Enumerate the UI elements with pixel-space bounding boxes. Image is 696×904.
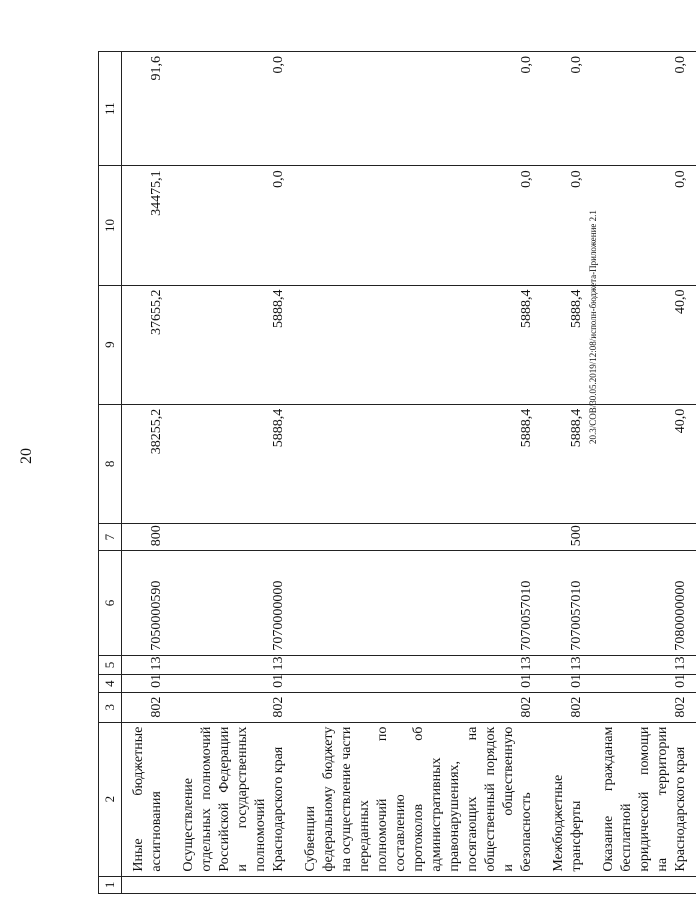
cell-c8: 40,0: [592, 404, 696, 523]
header-cell: 11: [99, 52, 122, 166]
cell-c8: 5888,4: [542, 404, 592, 523]
cell-c10: 34475,1: [122, 166, 173, 285]
table-row: [592, 52, 696, 894]
cell-c5: 13: [294, 655, 542, 675]
header-cell: 8: [99, 404, 122, 523]
header-cell: 5: [99, 655, 122, 675]
cell-c9: 40,0: [592, 285, 696, 404]
cell-c4: 01: [592, 675, 696, 692]
cell-c6: 7070057010: [542, 551, 592, 655]
cell-c9: 5888,4: [542, 285, 592, 404]
cell-c3: 802: [122, 692, 173, 722]
row-name: Иные бюджетные ассигнования: [122, 722, 173, 876]
header-row: [99, 52, 122, 894]
cell-c5: 13: [542, 655, 592, 675]
cell-c10: 0,0: [172, 166, 294, 285]
cell-c6: 7080000000: [592, 551, 696, 655]
cell-c10: 0,0: [542, 166, 592, 285]
table-row: [542, 52, 592, 894]
cell-c9: 5888,4: [172, 285, 294, 404]
header-cell: 10: [99, 166, 122, 285]
cell-c4: 01: [542, 675, 592, 692]
cell-c11: 0,0: [172, 52, 294, 166]
cell-c3: 802: [592, 692, 696, 722]
cell-c3: 802: [542, 692, 592, 722]
header-cell: 1: [99, 876, 122, 893]
cell-c6: 7070000000: [172, 551, 294, 655]
cell-c7: [172, 523, 294, 550]
cell-c5: 13: [172, 655, 294, 675]
table-row: [294, 52, 542, 894]
cell-c6: 7050000590: [122, 551, 173, 655]
file-path-note: 20.3/СОВ/30.05.2019/12:08/исполн-бюджета-Приложение 2.1: [588, 210, 598, 444]
cell-c11: 0,0: [542, 52, 592, 166]
cell-c5: 13: [122, 655, 173, 675]
cell-c8: 38255,2: [122, 404, 173, 523]
table-row: [172, 52, 294, 894]
cell-c3: 802: [172, 692, 294, 722]
cell-c11: 0,0: [592, 52, 696, 166]
cell-c9: 5888,4: [294, 285, 542, 404]
header-cell: 3: [99, 692, 122, 722]
row-name: Оказание гражданам бесплатной юридической помощи на территории Краснодарского края: [592, 722, 696, 876]
cell-c10: 0,0: [592, 166, 696, 285]
cell-c6: 7070057010: [294, 551, 542, 655]
page-number: 20: [18, 448, 35, 464]
header-cell: 2: [99, 722, 122, 876]
cell-c7: 500: [542, 523, 592, 550]
cell-c8: 5888,4: [172, 404, 294, 523]
row-name: Субвенции федеральному бюджету на осуществление части переданных полномочий по составлению протоколов об административных правонарушениях, посягающих на общественный порядок и общественную безопасность: [294, 722, 542, 876]
header-cell: 4: [99, 675, 122, 692]
cell-c7: [592, 523, 696, 550]
cell-c4: 01: [294, 675, 542, 692]
cell-c4: 01: [172, 675, 294, 692]
cell-c5: 13: [592, 655, 696, 675]
cell-c10: 0,0: [294, 166, 542, 285]
cell-c3: 802: [294, 692, 542, 722]
table-row: [122, 52, 173, 894]
header-cell: 9: [99, 285, 122, 404]
header-cell: 7: [99, 523, 122, 550]
row-name: Осуществление отдельных полномочий Российской Федерации и государственных полномочий Краснодарского края: [172, 722, 294, 876]
budget-table: [98, 51, 696, 894]
cell-c11: 91,6: [122, 52, 173, 166]
header-cell: 6: [99, 551, 122, 655]
cell-c4: 01: [122, 675, 173, 692]
cell-c9: 37655,2: [122, 285, 173, 404]
cell-c7: [294, 523, 542, 550]
cell-c8: 5888,4: [294, 404, 542, 523]
cell-c11: 0,0: [294, 52, 542, 166]
cell-c7: 800: [122, 523, 173, 550]
row-name: Межбюджетные трансферты: [542, 722, 592, 876]
